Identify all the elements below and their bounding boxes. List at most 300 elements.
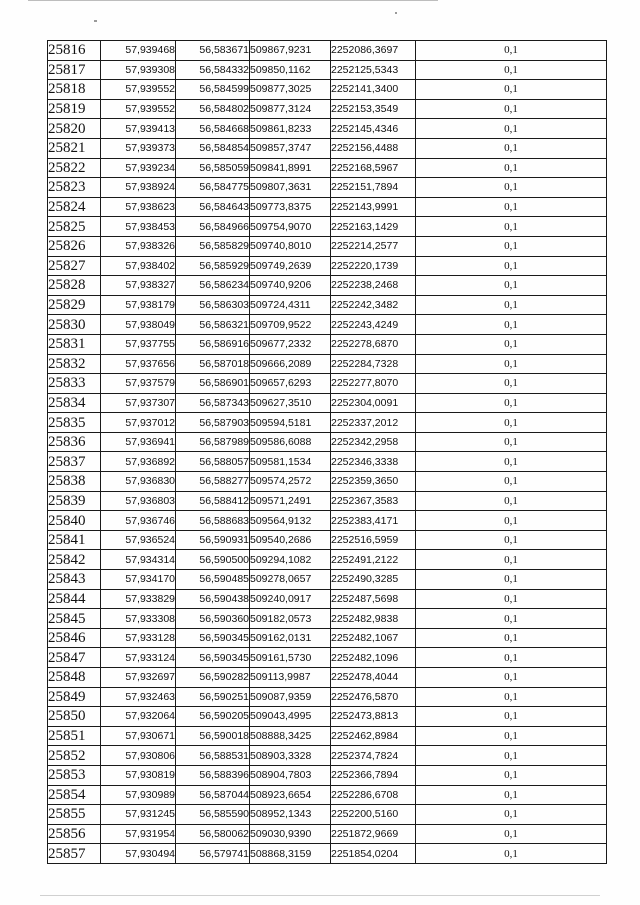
x-coordinate-cell: 509113,9987 [250,668,331,688]
table-row [48,432,607,452]
point-number-cell: 25847 [48,648,101,668]
point-number-cell: 25843 [48,570,101,590]
x-coordinate-cell: 509540,2686 [250,530,331,550]
table-row [48,844,607,864]
x-coordinate-cell: 508868,3159 [250,844,331,864]
table-row [48,707,607,727]
table-row [48,805,607,825]
table-row [48,491,607,511]
point-number-cell: 25838 [48,472,101,492]
x-coordinate-cell: 509586,6088 [250,432,331,452]
point-number-cell: 25824 [48,197,101,217]
latitude-cell: 57,934170 [101,570,176,590]
accuracy-cell: 0,1 [416,197,607,217]
point-number-cell: 25857 [48,844,101,864]
x-coordinate-cell: 509162,0131 [250,628,331,648]
coordinates-table [47,40,607,864]
y-coordinate-cell: 2252168,5967 [331,158,416,178]
latitude-cell: 57,933128 [101,628,176,648]
latitude-cell: 57,936941 [101,432,176,452]
point-number-cell: 25846 [48,628,101,648]
x-coordinate-cell: 509857,3747 [250,138,331,158]
longitude-cell: 56,584775 [176,178,250,198]
longitude-cell: 56,587989 [176,432,250,452]
x-coordinate-cell: 509161,5730 [250,648,331,668]
point-number-cell: 25819 [48,99,101,119]
latitude-cell: 57,933308 [101,609,176,629]
point-number-cell: 25825 [48,217,101,237]
y-coordinate-cell: 2252277,8070 [331,374,416,394]
longitude-cell: 56,583671 [176,41,250,61]
longitude-cell: 56,579741 [176,844,250,864]
y-coordinate-cell: 2252243,4249 [331,315,416,335]
y-coordinate-cell: 2252478,4044 [331,668,416,688]
accuracy-cell: 0,1 [416,217,607,237]
latitude-cell: 57,932463 [101,687,176,707]
y-coordinate-cell: 2252278,6870 [331,334,416,354]
accuracy-cell: 0,1 [416,99,607,119]
table-row [48,668,607,688]
x-coordinate-cell: 508952,1343 [250,805,331,825]
latitude-cell: 57,931245 [101,805,176,825]
longitude-cell: 56,586303 [176,295,250,315]
y-coordinate-cell: 2252491,2122 [331,550,416,570]
y-coordinate-cell: 2252342,2958 [331,432,416,452]
point-number-cell: 25848 [48,668,101,688]
x-coordinate-cell: 509677,2332 [250,334,331,354]
accuracy-cell: 0,1 [416,41,607,61]
longitude-cell: 56,584668 [176,119,250,139]
x-coordinate-cell: 509571,2491 [250,491,331,511]
bottom-rule [40,895,600,896]
point-number-cell: 25841 [48,530,101,550]
latitude-cell: 57,930819 [101,765,176,785]
point-number-cell: 25830 [48,315,101,335]
accuracy-cell: 0,1 [416,707,607,727]
latitude-cell: 57,932697 [101,668,176,688]
point-number-cell: 25845 [48,609,101,629]
x-coordinate-cell: 509877,3025 [250,80,331,100]
x-coordinate-cell: 509627,3510 [250,393,331,413]
point-number-cell: 25823 [48,178,101,198]
y-coordinate-cell: 2252374,7824 [331,746,416,766]
table-row [48,99,607,119]
y-coordinate-cell: 2252242,3482 [331,295,416,315]
y-coordinate-cell: 2251872,9669 [331,824,416,844]
point-number-cell: 25844 [48,589,101,609]
table-row [48,550,607,570]
longitude-cell: 56,590345 [176,648,250,668]
longitude-cell: 56,590282 [176,668,250,688]
x-coordinate-cell: 509182,0573 [250,609,331,629]
y-coordinate-cell: 2252145,4346 [331,119,416,139]
longitude-cell: 56,590018 [176,726,250,746]
point-number-cell: 25827 [48,256,101,276]
point-number-cell: 25817 [48,60,101,80]
point-number-cell: 25828 [48,276,101,296]
latitude-cell: 57,938924 [101,178,176,198]
y-coordinate-cell: 2252284,7328 [331,354,416,374]
longitude-cell: 56,588057 [176,452,250,472]
table-row [48,393,607,413]
point-number-cell: 25856 [48,824,101,844]
y-coordinate-cell: 2252238,2468 [331,276,416,296]
latitude-cell: 57,939234 [101,158,176,178]
longitude-cell: 56,590251 [176,687,250,707]
accuracy-cell: 0,1 [416,276,607,296]
x-coordinate-cell: 509666,2089 [250,354,331,374]
longitude-cell: 56,587018 [176,354,250,374]
table-row [48,60,607,80]
table-row [48,374,607,394]
accuracy-cell: 0,1 [416,530,607,550]
point-number-cell: 25853 [48,765,101,785]
accuracy-cell: 0,1 [416,648,607,668]
x-coordinate-cell: 509724,4311 [250,295,331,315]
y-coordinate-cell: 2252086,3697 [331,41,416,61]
table-row [48,197,607,217]
latitude-cell: 57,930494 [101,844,176,864]
latitude-cell: 57,939373 [101,138,176,158]
longitude-cell: 56,584802 [176,99,250,119]
accuracy-cell: 0,1 [416,80,607,100]
x-coordinate-cell: 509841,8991 [250,158,331,178]
longitude-cell: 56,590360 [176,609,250,629]
latitude-cell: 57,938049 [101,315,176,335]
latitude-cell: 57,936803 [101,491,176,511]
x-coordinate-cell: 509877,3124 [250,99,331,119]
point-number-cell: 25839 [48,491,101,511]
table-row [48,746,607,766]
y-coordinate-cell: 2251854,0204 [331,844,416,864]
accuracy-cell: 0,1 [416,687,607,707]
longitude-cell: 56,586234 [176,276,250,296]
table-row [48,158,607,178]
accuracy-cell: 0,1 [416,393,607,413]
table-row [48,648,607,668]
top-rule [28,0,438,1]
x-coordinate-cell: 509087,9359 [250,687,331,707]
y-coordinate-cell: 2252286,6708 [331,785,416,805]
accuracy-cell: 0,1 [416,726,607,746]
coordinates-table-body [48,41,607,864]
longitude-cell: 56,584854 [176,138,250,158]
accuracy-cell: 0,1 [416,589,607,609]
point-number-cell: 25854 [48,785,101,805]
x-coordinate-cell: 509043,4995 [250,707,331,727]
longitude-cell: 56,585059 [176,158,250,178]
y-coordinate-cell: 2252482,1067 [331,628,416,648]
latitude-cell: 57,938327 [101,276,176,296]
latitude-cell: 57,937656 [101,354,176,374]
accuracy-cell: 0,1 [416,158,607,178]
longitude-cell: 56,585929 [176,256,250,276]
latitude-cell: 57,937307 [101,393,176,413]
accuracy-cell: 0,1 [416,315,607,335]
x-coordinate-cell: 509657,6293 [250,374,331,394]
y-coordinate-cell: 2252462,8984 [331,726,416,746]
latitude-cell: 57,933829 [101,589,176,609]
x-coordinate-cell: 509564,9132 [250,511,331,531]
longitude-cell: 56,586901 [176,374,250,394]
point-number-cell: 25829 [48,295,101,315]
y-coordinate-cell: 2252156,4488 [331,138,416,158]
table-row [48,452,607,472]
latitude-cell: 57,938402 [101,256,176,276]
y-coordinate-cell: 2252367,3583 [331,491,416,511]
point-number-cell: 25821 [48,138,101,158]
point-number-cell: 25840 [48,511,101,531]
accuracy-cell: 0,1 [416,374,607,394]
latitude-cell: 57,933124 [101,648,176,668]
y-coordinate-cell: 2252214,2577 [331,236,416,256]
longitude-cell: 56,584332 [176,60,250,80]
latitude-cell: 57,936746 [101,511,176,531]
latitude-cell: 57,937755 [101,334,176,354]
longitude-cell: 56,586321 [176,315,250,335]
longitude-cell: 56,590438 [176,589,250,609]
x-coordinate-cell: 509709,9522 [250,315,331,335]
accuracy-cell: 0,1 [416,452,607,472]
latitude-cell: 57,938623 [101,197,176,217]
x-coordinate-cell: 509294,1082 [250,550,331,570]
x-coordinate-cell: 509594,5181 [250,413,331,433]
accuracy-cell: 0,1 [416,668,607,688]
accuracy-cell: 0,1 [416,805,607,825]
accuracy-cell: 0,1 [416,472,607,492]
accuracy-cell: 0,1 [416,256,607,276]
point-number-cell: 25833 [48,374,101,394]
longitude-cell: 56,590485 [176,570,250,590]
x-coordinate-cell: 509240,0917 [250,589,331,609]
latitude-cell: 57,930989 [101,785,176,805]
point-number-cell: 25822 [48,158,101,178]
accuracy-cell: 0,1 [416,334,607,354]
table-row [48,628,607,648]
accuracy-cell: 0,1 [416,570,607,590]
longitude-cell: 56,588683 [176,511,250,531]
longitude-cell: 56,586916 [176,334,250,354]
accuracy-cell: 0,1 [416,236,607,256]
table-row [48,256,607,276]
table-row [48,334,607,354]
longitude-cell: 56,588277 [176,472,250,492]
point-number-cell: 25855 [48,805,101,825]
x-coordinate-cell: 509278,0657 [250,570,331,590]
y-coordinate-cell: 2252200,5160 [331,805,416,825]
point-number-cell: 25842 [48,550,101,570]
point-number-cell: 25820 [48,119,101,139]
y-coordinate-cell: 2252141,3400 [331,80,416,100]
accuracy-cell: 0,1 [416,844,607,864]
latitude-cell: 57,937579 [101,374,176,394]
table-row [48,472,607,492]
table-row [48,41,607,61]
accuracy-cell: 0,1 [416,550,607,570]
x-coordinate-cell: 509581,1534 [250,452,331,472]
y-coordinate-cell: 2252143,9991 [331,197,416,217]
latitude-cell: 57,937012 [101,413,176,433]
x-coordinate-cell: 508904,7803 [250,765,331,785]
longitude-cell: 56,590345 [176,628,250,648]
longitude-cell: 56,585829 [176,236,250,256]
table-row [48,178,607,198]
y-coordinate-cell: 2252163,1429 [331,217,416,237]
y-coordinate-cell: 2252153,3549 [331,99,416,119]
table-row [48,236,607,256]
table-row [48,785,607,805]
latitude-cell: 57,938326 [101,236,176,256]
x-coordinate-cell: 509030,9390 [250,824,331,844]
scan-mark [94,20,97,22]
longitude-cell: 56,588412 [176,491,250,511]
longitude-cell: 56,588396 [176,765,250,785]
accuracy-cell: 0,1 [416,491,607,511]
table-row [48,217,607,237]
table-row [48,295,607,315]
latitude-cell: 57,939552 [101,80,176,100]
point-number-cell: 25849 [48,687,101,707]
point-number-cell: 25837 [48,452,101,472]
y-coordinate-cell: 2252220,1739 [331,256,416,276]
latitude-cell: 57,936830 [101,472,176,492]
y-coordinate-cell: 2252473,8813 [331,707,416,727]
longitude-cell: 56,584643 [176,197,250,217]
longitude-cell: 56,585590 [176,805,250,825]
longitude-cell: 56,590931 [176,530,250,550]
x-coordinate-cell: 509740,8010 [250,236,331,256]
longitude-cell: 56,587044 [176,785,250,805]
y-coordinate-cell: 2252487,5698 [331,589,416,609]
point-number-cell: 25852 [48,746,101,766]
latitude-cell: 57,932064 [101,707,176,727]
accuracy-cell: 0,1 [416,765,607,785]
x-coordinate-cell: 509749,2639 [250,256,331,276]
accuracy-cell: 0,1 [416,511,607,531]
y-coordinate-cell: 2252482,9838 [331,609,416,629]
y-coordinate-cell: 2252359,3650 [331,472,416,492]
x-coordinate-cell: 508888,3425 [250,726,331,746]
y-coordinate-cell: 2252125,5343 [331,60,416,80]
accuracy-cell: 0,1 [416,119,607,139]
y-coordinate-cell: 2252490,3285 [331,570,416,590]
x-coordinate-cell: 509773,8375 [250,197,331,217]
scan-mark [395,12,397,14]
latitude-cell: 57,936892 [101,452,176,472]
y-coordinate-cell: 2252516,5959 [331,530,416,550]
y-coordinate-cell: 2252476,5870 [331,687,416,707]
latitude-cell: 57,931954 [101,824,176,844]
table-row [48,80,607,100]
point-number-cell: 25818 [48,80,101,100]
latitude-cell: 57,930671 [101,726,176,746]
accuracy-cell: 0,1 [416,60,607,80]
x-coordinate-cell: 509740,9206 [250,276,331,296]
point-number-cell: 25851 [48,726,101,746]
accuracy-cell: 0,1 [416,824,607,844]
accuracy-cell: 0,1 [416,628,607,648]
y-coordinate-cell: 2252383,4171 [331,511,416,531]
latitude-cell: 57,938179 [101,295,176,315]
y-coordinate-cell: 2252482,1096 [331,648,416,668]
table-row [48,315,607,335]
accuracy-cell: 0,1 [416,432,607,452]
table-row [48,609,607,629]
longitude-cell: 56,580062 [176,824,250,844]
longitude-cell: 56,587903 [176,413,250,433]
longitude-cell: 56,590500 [176,550,250,570]
x-coordinate-cell: 508923,6654 [250,785,331,805]
latitude-cell: 57,938453 [101,217,176,237]
accuracy-cell: 0,1 [416,138,607,158]
table-row [48,354,607,374]
point-number-cell: 25834 [48,393,101,413]
table-row [48,765,607,785]
x-coordinate-cell: 509867,9231 [250,41,331,61]
longitude-cell: 56,590205 [176,707,250,727]
latitude-cell: 57,939552 [101,99,176,119]
point-number-cell: 25816 [48,41,101,61]
y-coordinate-cell: 2252366,7894 [331,765,416,785]
accuracy-cell: 0,1 [416,609,607,629]
table-row [48,530,607,550]
x-coordinate-cell: 509861,8233 [250,119,331,139]
table-row [48,138,607,158]
accuracy-cell: 0,1 [416,295,607,315]
longitude-cell: 56,587343 [176,393,250,413]
x-coordinate-cell: 509754,9070 [250,217,331,237]
latitude-cell: 57,936524 [101,530,176,550]
table-row [48,824,607,844]
x-coordinate-cell: 509807,3631 [250,178,331,198]
table-row [48,570,607,590]
accuracy-cell: 0,1 [416,178,607,198]
accuracy-cell: 0,1 [416,785,607,805]
table-row [48,589,607,609]
x-coordinate-cell: 508903,3328 [250,746,331,766]
point-number-cell: 25835 [48,413,101,433]
latitude-cell: 57,930806 [101,746,176,766]
latitude-cell: 57,934314 [101,550,176,570]
table-row [48,726,607,746]
y-coordinate-cell: 2252346,3338 [331,452,416,472]
point-number-cell: 25832 [48,354,101,374]
x-coordinate-cell: 509850,1162 [250,60,331,80]
x-coordinate-cell: 509574,2572 [250,472,331,492]
accuracy-cell: 0,1 [416,354,607,374]
longitude-cell: 56,584966 [176,217,250,237]
table-row [48,413,607,433]
y-coordinate-cell: 2252304,0091 [331,393,416,413]
point-number-cell: 25831 [48,334,101,354]
accuracy-cell: 0,1 [416,413,607,433]
latitude-cell: 57,939413 [101,119,176,139]
accuracy-cell: 0,1 [416,746,607,766]
point-number-cell: 25826 [48,236,101,256]
longitude-cell: 56,584599 [176,80,250,100]
table-row [48,511,607,531]
point-number-cell: 25836 [48,432,101,452]
latitude-cell: 57,939468 [101,41,176,61]
point-number-cell: 25850 [48,707,101,727]
latitude-cell: 57,939308 [101,60,176,80]
table-row [48,687,607,707]
table-row [48,276,607,296]
y-coordinate-cell: 2252151,7894 [331,178,416,198]
table-row [48,119,607,139]
y-coordinate-cell: 2252337,2012 [331,413,416,433]
longitude-cell: 56,588531 [176,746,250,766]
